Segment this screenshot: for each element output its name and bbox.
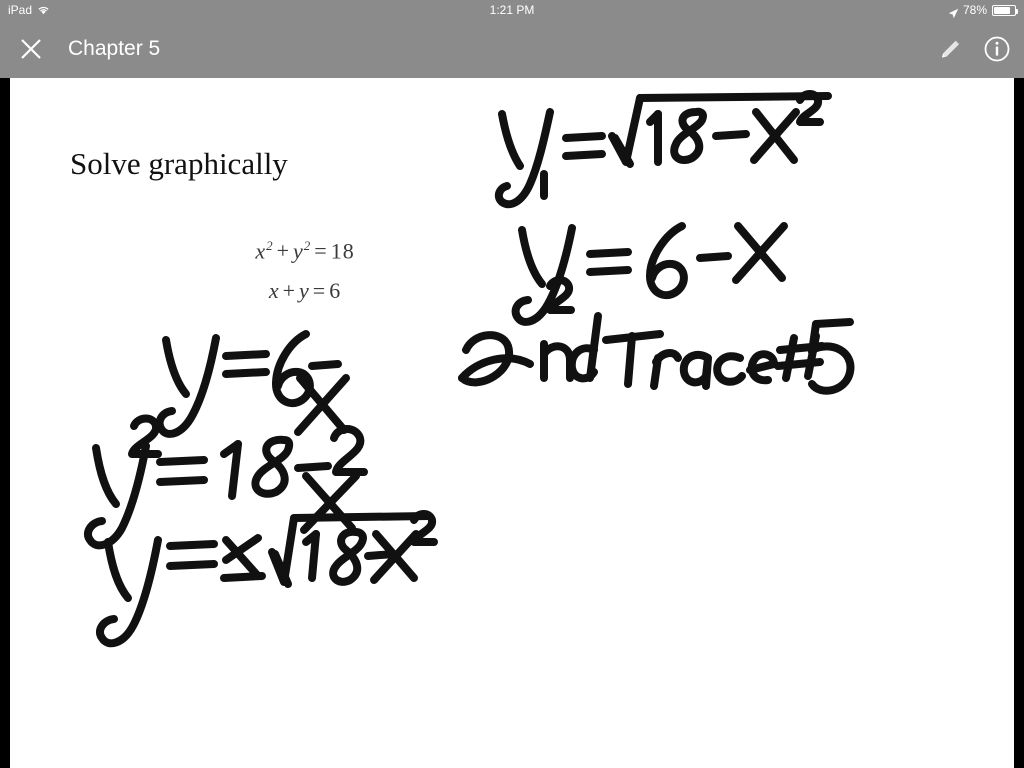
- printed-equation-2: x + y = 6: [268, 278, 342, 304]
- note-canvas[interactable]: [10, 78, 1014, 768]
- page-title: Chapter 5: [68, 37, 161, 60]
- info-circle-icon[interactable]: [984, 36, 1010, 62]
- location-arrow-icon: [948, 5, 958, 15]
- battery-percent-label: 78%: [962, 3, 987, 17]
- printed-heading: Solve graphically: [70, 146, 288, 181]
- app-navigation-bar: [0, 20, 1024, 78]
- printed-equations: [215, 238, 395, 318]
- printed-equation-1: $x^2 + y^2 = 18$: [255, 238, 355, 264]
- battery-icon: [992, 5, 1016, 16]
- status-bar: [0, 0, 1024, 20]
- carrier-label: iPad: [8, 3, 33, 17]
- pencil-icon[interactable]: [938, 36, 964, 62]
- status-bar-right: [948, 0, 1016, 20]
- close-icon[interactable]: [16, 34, 46, 64]
- status-bar-time: 1:21 PM: [489, 3, 535, 17]
